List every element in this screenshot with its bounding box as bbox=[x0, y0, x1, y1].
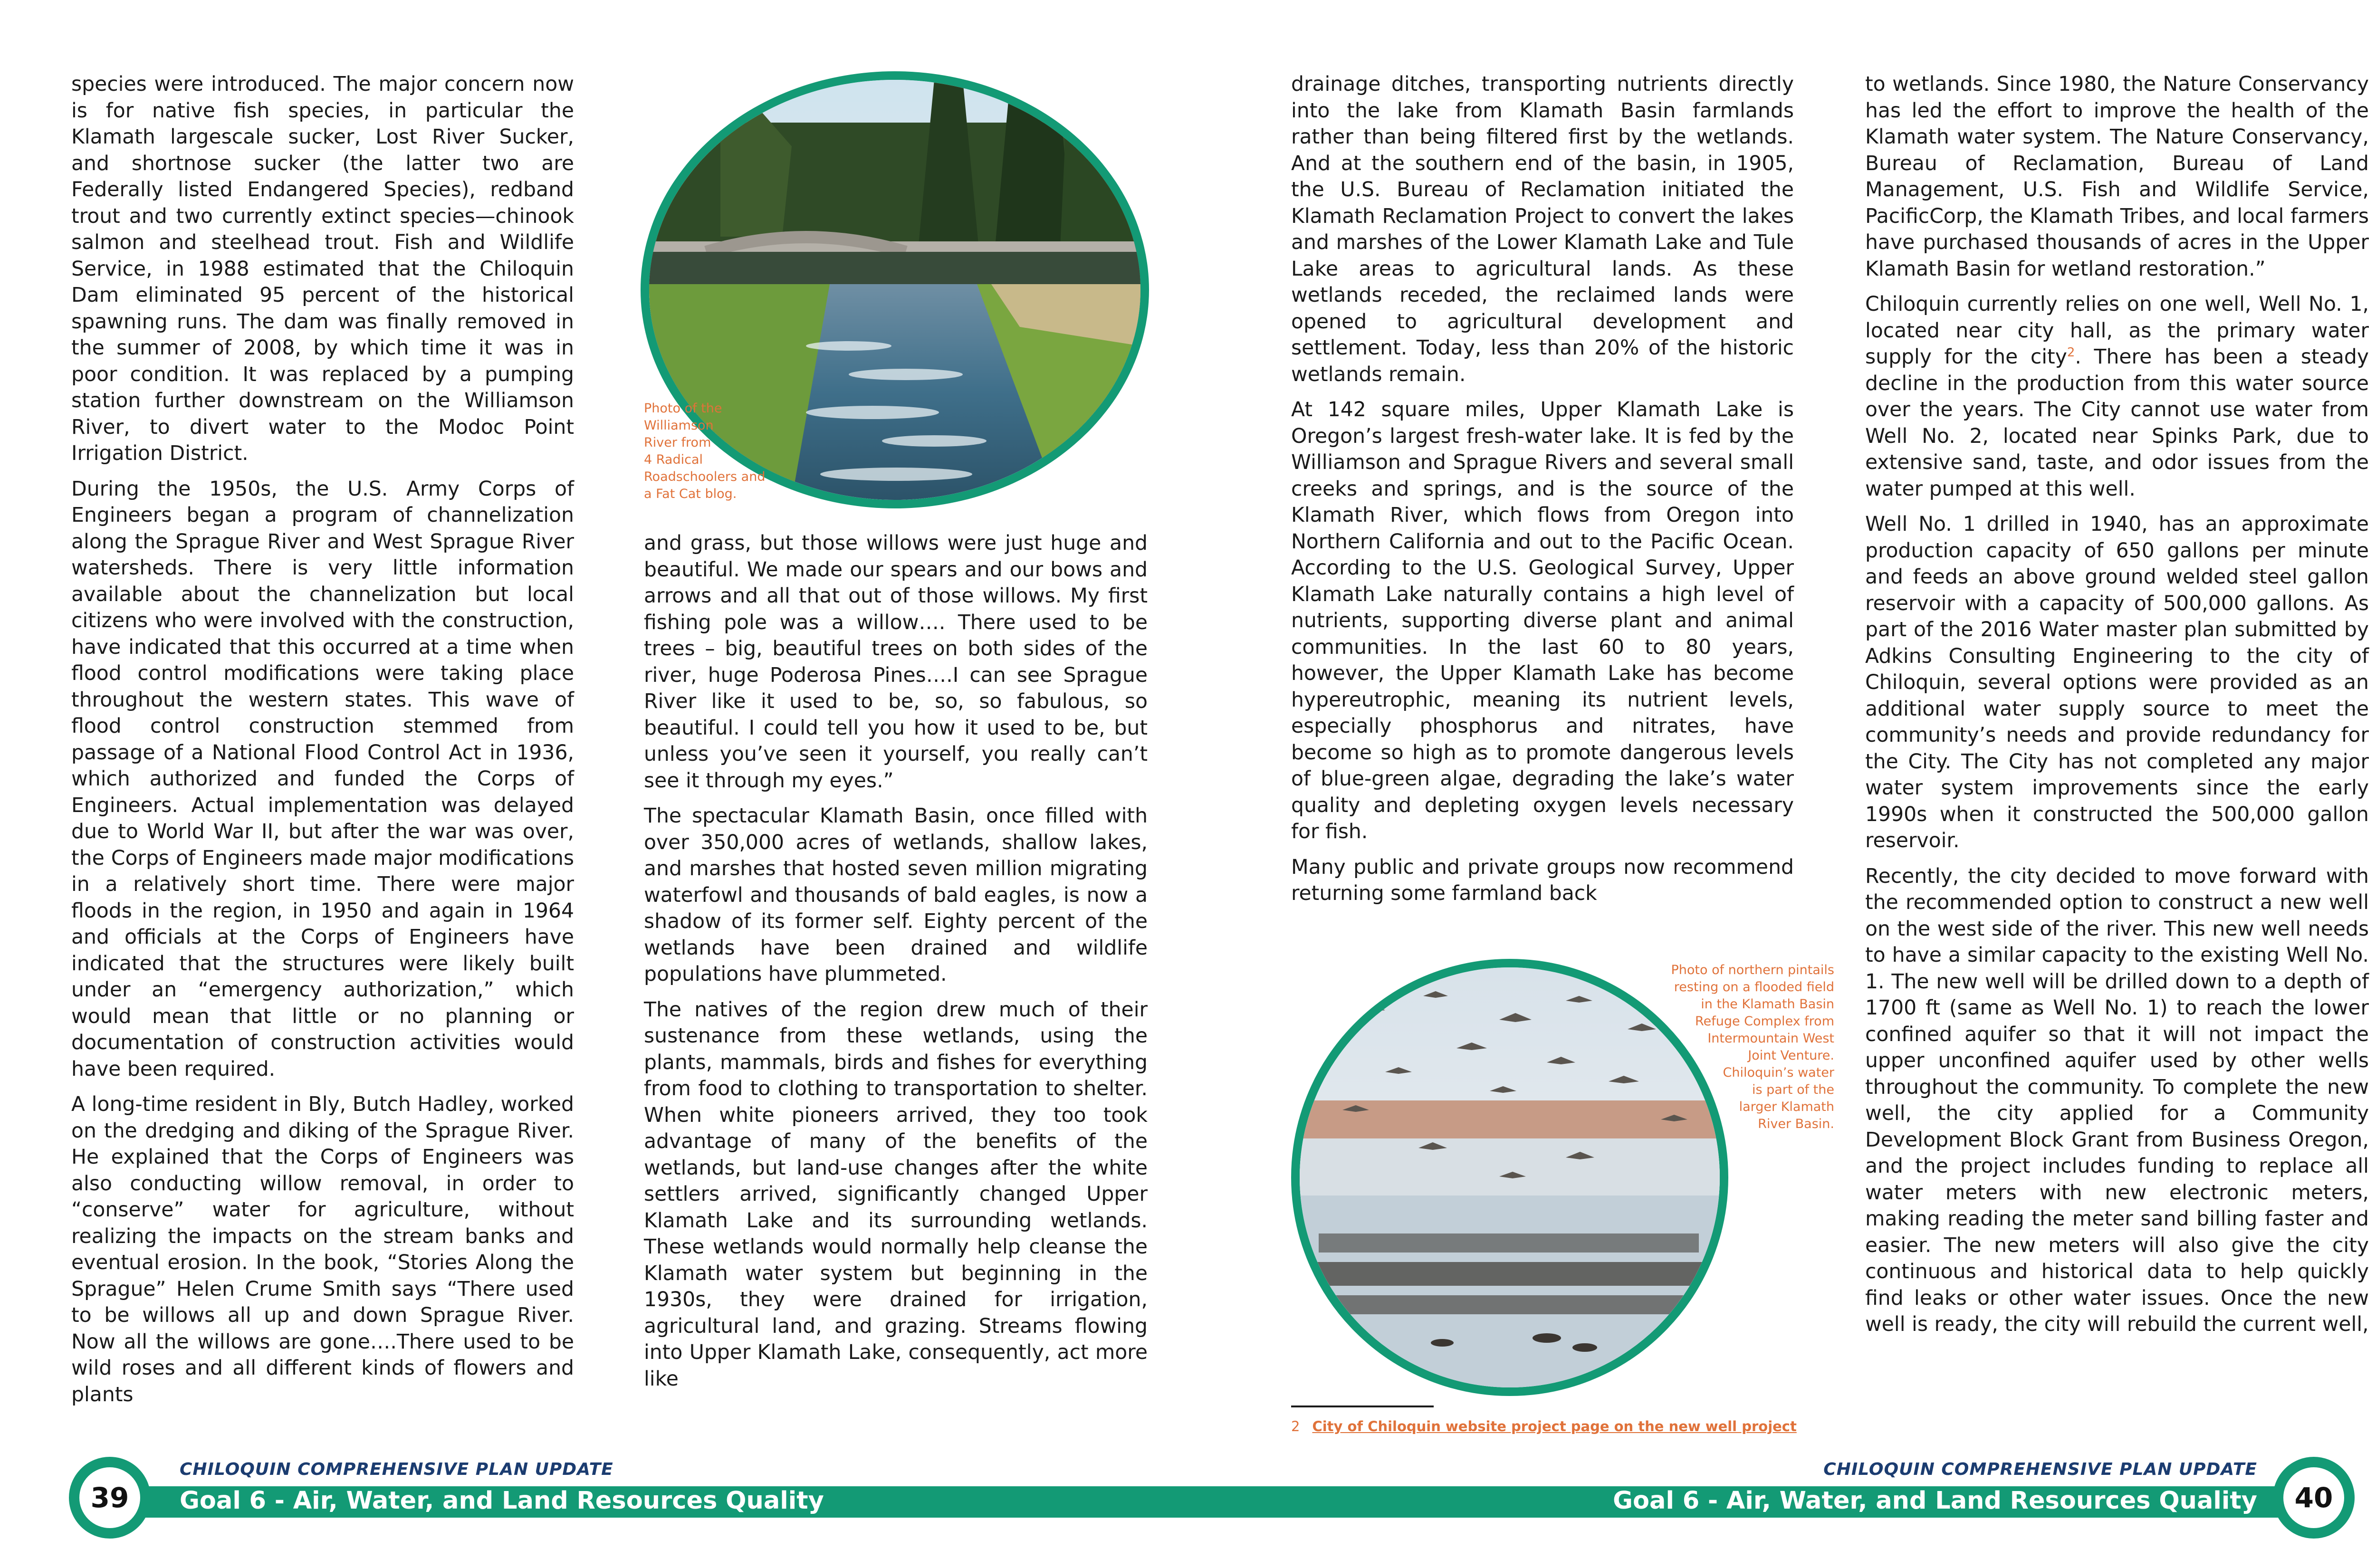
text-column-4 bbox=[1865, 71, 2369, 1347]
text-column-3 bbox=[1291, 71, 1794, 916]
text-column-2 bbox=[644, 530, 1148, 1401]
goal-title-left: Goal 6 - Air, Water, and Land Resources Quality bbox=[180, 1487, 824, 1515]
footnote-link[interactable]: City of Chiloquin website project page on the new well project bbox=[1312, 1418, 1797, 1434]
paragraph: drainage ditches, transporting nutrients directly into the lake from Klamath Basin farmlands rather than being filtered first by the wetlands. And at the southern end of the basin, in 1905, the U.S. Bureau of Reclamation initiated the Klamath Reclamation Project to convert the lakes and marshes of the Lower Klamath Lake and Tule Lake areas to agricultural lands. As these wetlands receded, the reclaimed lands were opened to agricultural development and settlement. Today, less than 20% of the historic wetlands remain. bbox=[1291, 73, 1794, 386]
page-number-right: 40 bbox=[2273, 1457, 2355, 1539]
page-number-left: 39 bbox=[69, 1457, 151, 1539]
plan-title-left: CHILOQUIN COMPREHENSIVE PLAN UPDATE bbox=[180, 1460, 613, 1479]
paragraph: During the 1950s, the U.S. Army Corps of Engineers began a program of channelization along the Sprague River and West Sprague River watersheds. There is very little information available about the channelization but local citizens who were involved with the construction, have indicated that this occurred at a time when flood control modifications were taking place throughout the western states. This wave of flood control construction stemmed from passage of a National Flood Control Act in 1936, which authorized and funded the Corps of Engineers. Actual implementation was delayed due to World War II, but after the war was over, the Corps of Engineers made major modifications in a relatively short time. There were major floods in the region, in 1950 and again in 1964 and officials at the Corps of Engineers have indicated that the structures were likely built under an “emergency authorization,” which would mean that little or no planning or documentation of construction activities would have been required. bbox=[71, 477, 574, 1081]
paragraph: At 142 square miles, Upper Klamath Lake is Oregon’s largest fresh-water lake. It is fed by the Williamson and Sprague Rivers and several small creeks and springs, and is the source of the Klamath River, which flows from Oregon into Northern California and out to the Pacific Ocean. According to the U.S. Geological Survey, Upper Klamath Lake naturally contains a high level of nutrients, supporting diverse plant and animal communities. In the last 60 to 80 years, however, the Upper Klamath Lake has become hypereutrophic, meaning its nutrient levels, especially phosphorus and nitrates, have become so high as to promote dangerous levels of blue-green algae, degrading the lake’s water quality and depleting oxygen levels necessary for fish. bbox=[1291, 398, 1794, 843]
paragraph: The spectacular Klamath Basin, once filled with over 350,000 acres of wetlands, shallow lakes, and marshes that hosted seven million migrating waterfowl and thousands of bald eagles, is now a shadow of its former self. Eighty percent of the wetlands have been drained and wildlife populations have plummeted. bbox=[644, 804, 1148, 986]
paragraph: Well No. 1 drilled in 1940, has an approximate production capacity of 650 gallons per minute and feeds an above ground welded steel gallon reservoir with a capacity of 500,000 gallons. As part of the 2016 Water master plan submitted by Adkins Consulting Engineering to the city of Chiloquin, several options were provided as an additional water supply source to meet the community’s needs and provide redundancy for the City. The City has not completed any major water system improvements since the early 1990s when it constructed the 500,000 gallon reservoir. bbox=[1865, 513, 2369, 852]
paragraph: Chiloquin currently relies on one well, Well No. 1, located near city hall, as the primary water supply for the city$^2$. There has been a steady decline in the production from this water source over the years. The City cannot use water from Well No. 2, located near Spinks Park, due to extensive sand, taste, and odor issues from the water pumped at this well. bbox=[1865, 293, 2369, 501]
footnote bbox=[1291, 1418, 1797, 1435]
footnote-number: 2 bbox=[1291, 1418, 1300, 1434]
paragraph: Many public and private groups now recommend returning some farmland back bbox=[1291, 855, 1794, 905]
pintails-photo-caption: Photo of northern pintails resting on a flooded field in the Klamath Basin Refuge Complex from Intermountain West Joint Venture. Chiloquin’s water is part of the larger Klamath River Basin. bbox=[1671, 963, 1834, 1131]
text-column-1 bbox=[71, 71, 574, 1417]
paragraph: The natives of the region drew much of their sustenance from these wetlands, using the plants, mammals, birds and fishes for everything from food to clothing to transportation to shelter. When white pioneers arrived, they too took advantage of many of the benefits of the wetlands, but land-use changes after the white settlers arrived, significantly changed Upper Klamath Lake and its surrounding wetlands. These wetlands would normally help cleanse the Klamath water system but beginning in the 1930s, they were drained for irrigation, agricultural land, and grazing. Streams flowing into Upper Klamath Lake, consequently, act more like bbox=[644, 998, 1148, 1391]
river-photo-caption: Photo of the Williamson River from 4 Radical Roadschoolers and a Fat Cat blog. bbox=[644, 401, 766, 501]
paragraph: and grass, but those willows were just huge and beautiful. We made our spears and our bows and arrows and all that out of those willows. My first fishing pole was a willow…. There used to be trees – big, beautiful trees on both sides of the river, huge Poderosa Pines….I can see Sprague River like it used to be, so, so fabulous, so beautiful. I could tell you how it used to be, but unless you’ve seen it yourself, you really can’t see it through my eyes.” bbox=[644, 532, 1148, 793]
footnote-divider bbox=[1291, 1405, 1434, 1407]
paragraph: to wetlands. Since 1980, the Nature Conservancy has led the effort to improve the health of the Klamath water system. The Nature Conservancy, Bureau of Reclamation, Bureau of Land Management, U.S. Fish and Wildlife Service, PacificCorp, the Klamath Tribes, and local farmers have purchased thousands of acres in the Upper Klamath Basin for wetland restoration.” bbox=[1865, 73, 2369, 281]
paragraph: Recently, the city decided to move forward with the recommended option to construct a new well on the west side of the river. This new well needs to have a similar capacity to the existing Well No. 1. The new well will be drilled down to a depth of 1700 ft (same as Well No. 1) to reach the lower confined aquifer so that it will not impact the upper unconfined aquifer used by other wells throughout the community. To complete the new well, the city applied for a Community Development Block Grant from Business Oregon, and the project includes funding to replace all water meters with new electronic meters, making reading the meter sand billing faster and easier. The new meters will also give the city continuous and historical data to help quickly find leaks or other water issues. Once the new well is ready, the city will rebuild the current well, bbox=[1865, 864, 2369, 1336]
goal-title-right: Goal 6 - Air, Water, and Land Resources Quality bbox=[1613, 1487, 2257, 1515]
plan-title-right: CHILOQUIN COMPREHENSIVE PLAN UPDATE bbox=[1823, 1460, 2257, 1479]
paragraph: species were introduced. The major concern now is for native fish species, in particular the Klamath largescale sucker, Lost River Sucker, and shortnose sucker (the latter two are Federally listed Endangered Species), redband trout and two currently extinct species—chinook salmon and steelhead trout. Fish and Wildlife Service, in 1988 estimated that the Chiloquin Dam eliminated 95 percent of the historical spawning runs. The dam was finally removed in the summer of 2008, by which time it was in poor condition. It was replaced by a pumping station further downstream on the Williamson River, to divert water to the Modoc Point Irrigation District. bbox=[71, 73, 574, 465]
footnote-reference[interactable]: 2 bbox=[2067, 345, 2075, 360]
paragraph: A long-time resident in Bly, Butch Hadley, worked on the dredging and diking of the Sprague River. He explained that the Corps of Engineers was also conducting willow removal, in order to “conserve” water for agriculture, without realizing the impacts on the stream banks and eventual erosion. In the book, “Stories Along the Sprague” Helen Crume Smith says “There used to be willows all up and down Sprague River. Now all the willows are gone….There used to be wild roses and all different kinds of flowers and plants bbox=[71, 1093, 574, 1406]
